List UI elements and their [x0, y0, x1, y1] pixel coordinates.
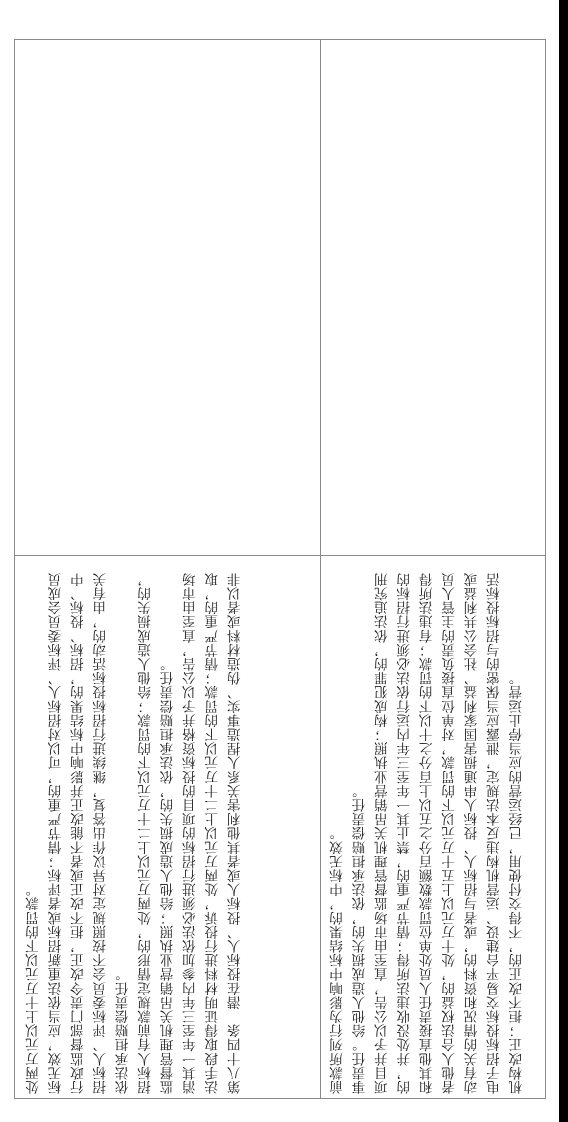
right-text-cell — [327, 562, 541, 1094]
left-cell-text — [23, 562, 247, 1094]
paragraph: 前款所列行为影响中标结果的，中标无效。 — [330, 826, 346, 1094]
left-text-cell — [23, 562, 313, 1094]
right-cell-text — [327, 562, 529, 1094]
paragraph: 机构改正；拒不改正的，不得交付使用，已经运营的应当停止运营。 — [509, 671, 526, 1094]
article-84-paragraph: 第八十四条 潜在投标人、投标人或者其他利害关系人捏造事实、伪造材料或者以非法手段取得证明材料进行投诉，处两万元以上二十万元以下的罚款；情节严重的，取消其一年至三年内参加依法必须进行招标的项目的投标资格并予以公告，直至由市场监督管理机关吊销营业执照；给他人造成损失的，依法承担赔偿责任。 — [160, 572, 244, 1094]
paragraph: 电子招标投标交易平台建设、运营机构违反本法规定，泄露应当保密的与招标投标活动有关的情况和资料的，或者与招标人、投标人串通损害国家利益、社会公共利益或者他人合法权益的，处十万元以上五十万元以下的罚款，对单位直接负责的主管人员和其他直接责任人员处单位罚款数额百分之五以上百分之十以下的罚款；有违法所得的，并处没收违法所得；情节严重的，禁止其一年至三年内运行依法必须进行招标的项目并予以公告，直至由市场监督管理机关吊销营业执照；构成犯罪的，依法追究刑事责任。给他人造成损失的，依法承担赔偿责任。 — [352, 572, 503, 1094]
paragraph: 招标人有前款规定情形的，处两万元以上二十万元以下的罚款；给他人造成损失的，依法承担赔偿责任。 — [115, 572, 155, 1094]
empty-cell-right — [321, 40, 547, 555]
page-edge-bar — [559, 0, 568, 1122]
table-frame — [14, 39, 546, 1099]
row-divider — [15, 555, 545, 556]
empty-cell-left — [15, 40, 320, 555]
paragraph: 招标人、评标委员会不按照规定对异议作出答复，继续进行招标投标活动的，由有关行政监督部门责令改正，拒不改正或者不能改正并影响中标结果的，招标、投标、中标无效，应当依法重新招标或者评标；情节严重的，可以对招标人、评标委员会成员处两万元以上十万元以下的罚款。 — [26, 572, 110, 1094]
